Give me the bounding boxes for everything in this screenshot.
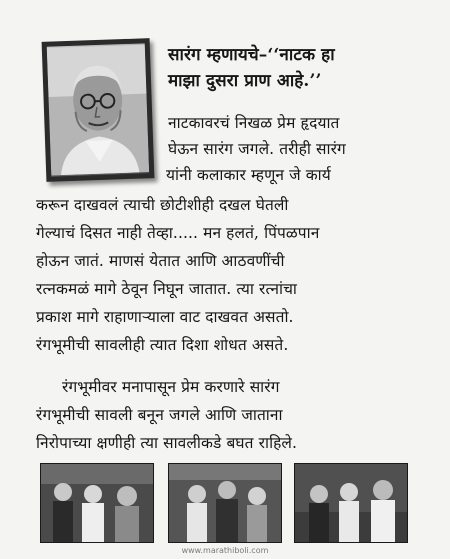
paragraph-1-line-6: होऊन जातं. माणसं येतात आणि आठवणींची xyxy=(36,252,285,270)
stage-scene-photo-icon xyxy=(169,464,281,542)
paragraph-1-line-7: रत्नकमळं मागे ठेवून निघून जातात. त्या रत्नांचा xyxy=(36,280,298,298)
paragraph-2-line-2: रंगभूमीची सावली बनून जगले आणि जाताना xyxy=(36,406,283,424)
quote-line-1: सारंग म्हणायचे–‘‘नाटक हा xyxy=(168,45,335,65)
paragraph-1-line-4: करून दाखवलं त्याची छोटीशीही दखल घेतली xyxy=(36,196,289,214)
paragraph-1-line-1: नाटकावरचं निखळ प्रेम हृदयात xyxy=(168,114,340,132)
paragraph-1-line-2: घेऊन सारंग जगले. तरीही सारंग xyxy=(168,140,346,158)
paragraph-1-line-9: रंगभूमीची सावलीही त्यात दिशा शोधत असते. xyxy=(36,336,289,354)
paragraph-2-line-3: निरोपाच्या क्षणीही त्या सावलीकडे बघत राहिले. xyxy=(36,434,298,452)
paragraph-1-line-5: गेल्याचं दिसत नाही तेव्हा..... मन हलतं, पिंपळपान xyxy=(36,224,320,242)
stage-photo-1 xyxy=(40,463,154,543)
stage-photo-3 xyxy=(294,463,408,543)
paragraph-1-line-3: यांनी कलाकार म्हणून जे कार्य xyxy=(166,166,331,184)
quote-line-2: माझा दुसरा प्राण आहे.’’ xyxy=(168,71,322,91)
portrait-photo xyxy=(42,38,155,182)
stage-scene-photo-icon xyxy=(41,464,153,542)
man-portrait-icon xyxy=(47,43,149,176)
watermark-text: www.marathiboli.com xyxy=(181,546,269,555)
stage-scene-photo-icon xyxy=(295,464,407,542)
stage-photo-2 xyxy=(168,463,282,543)
paragraph-2-line-1: रंगभूमीवर मनापासून प्रेम करणारे सारंग xyxy=(62,378,280,396)
paragraph-1-line-8: प्रकाश मागे राहाणाऱ्याला वाट दाखवत असतो. xyxy=(36,308,294,326)
